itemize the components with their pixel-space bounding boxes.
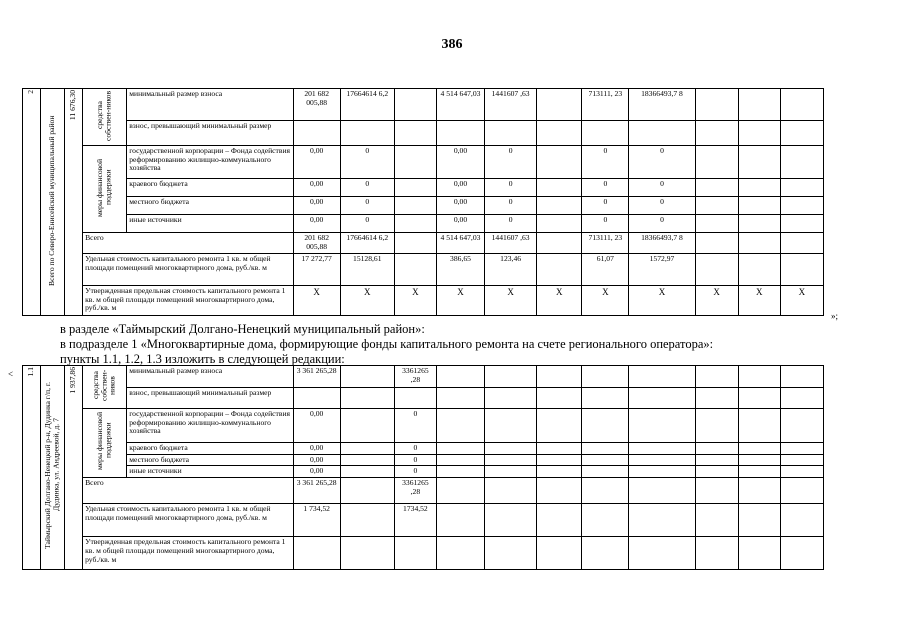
table-cell: 0 (394, 443, 436, 455)
table-cell (738, 233, 780, 254)
table-cell (780, 409, 823, 443)
table-cell (738, 146, 780, 179)
table-cell: X (629, 286, 695, 316)
row-number-cell (23, 366, 41, 570)
table-cell: 0,00 (293, 443, 340, 455)
row-label: местного бюджета (127, 454, 293, 466)
table-cell: 0 (582, 146, 629, 179)
row-label: краевого бюджета (127, 443, 293, 455)
table-cell (293, 537, 340, 570)
table-cell (537, 233, 582, 254)
table-cell (485, 121, 537, 146)
table-cell (695, 233, 738, 254)
table-cell: 1 734,52 (293, 504, 340, 537)
table-cell: X (695, 286, 738, 316)
table-cell (582, 504, 629, 537)
table-cell (436, 409, 484, 443)
table-cell (582, 388, 629, 409)
table-cell (629, 388, 695, 409)
row-label: иные источники (127, 466, 293, 478)
table-cell (485, 504, 537, 537)
table-cell (436, 454, 484, 466)
table-cell (695, 179, 738, 197)
row-label: взнос, превышающий минимальный размер (127, 388, 293, 409)
table-cell: 1441607 ,63 (485, 233, 537, 254)
total-area: 1 937,86 (68, 367, 78, 394)
table-cell: 0 (394, 454, 436, 466)
row-label: минимальный размер взноса (127, 366, 293, 388)
table-cell (582, 443, 629, 455)
table-row (23, 466, 824, 478)
table-cell (537, 388, 582, 409)
table-cell (738, 366, 780, 388)
table-cell (582, 478, 629, 504)
table-cell (394, 233, 436, 254)
table-cell: 0 (394, 409, 436, 443)
table-row (23, 443, 824, 455)
district-name-cell (41, 89, 65, 316)
table-cell (485, 466, 537, 478)
table-cell (780, 254, 823, 286)
table-cell (340, 478, 394, 504)
house-address: Таймырский Долгано-Ненецкий р-н, Дудинка г/п, г. Дудинка, ул. Андреевой, д. 7 (43, 381, 61, 549)
table-cell (780, 388, 823, 409)
row-label: государственной корпорации – Фонда содействия реформированию жилищно-коммунального хозяйства (127, 409, 293, 443)
table-cell: 17664614 6,2 (340, 89, 394, 121)
table-cell: 0 (629, 197, 695, 215)
table-cell (293, 121, 340, 146)
table-cell (738, 254, 780, 286)
table-cell (780, 443, 823, 455)
table-cell: 0 (582, 215, 629, 233)
table-cell: X (485, 286, 537, 316)
table-cell (695, 197, 738, 215)
table-cell: 0 (629, 179, 695, 197)
total-area-cell (65, 89, 83, 316)
table-cell: 713111, 23 (582, 89, 629, 121)
group-financial-support-cell (83, 146, 127, 233)
table-cell (537, 366, 582, 388)
table-cell (537, 454, 582, 466)
table-row (23, 254, 824, 286)
row-label: Удельная стоимость капитального ремонта 1 кв. м общей площади помещений многоквартирного дома, руб./кв. м (83, 504, 294, 537)
table-row (23, 146, 824, 179)
amendment-line-1: в разделе «Таймырский Долгано-Ненецкий муниципальный район»: (60, 322, 425, 336)
table-cell: 15128,61 (340, 254, 394, 286)
group-owners-funds-cell (83, 366, 127, 409)
table-cell (537, 443, 582, 455)
table-cell: 0,00 (436, 197, 484, 215)
table-cell (436, 366, 484, 388)
table-cell (485, 454, 537, 466)
table-cell (629, 443, 695, 455)
amendment-line-2: в подразделе 1 «Многоквартирные дома, формирующие фонды капитального ремонта на счете регионального оператора»: (60, 337, 714, 351)
table-cell: X (394, 286, 436, 316)
table-cell (738, 478, 780, 504)
table-cell (485, 443, 537, 455)
table-row (23, 537, 824, 570)
table-cell (340, 454, 394, 466)
table-cell (582, 366, 629, 388)
table-cell: 17664614 6,2 (340, 233, 394, 254)
table-cell (629, 121, 695, 146)
table-cell (695, 254, 738, 286)
table-cell (738, 197, 780, 215)
table-cell (695, 215, 738, 233)
table-cell (582, 409, 629, 443)
row-label: Утвержденная предельная стоимость капитального ремонта 1 кв. м общей площади помещений многоквартирного дома, руб./кв. м (83, 286, 294, 316)
row-label: Всего (83, 478, 294, 504)
table-cell (340, 537, 394, 570)
table-cell (394, 146, 436, 179)
row-label: местного бюджета (127, 197, 293, 215)
table-cell (629, 537, 695, 570)
table-cell (394, 388, 436, 409)
table-cell (695, 388, 738, 409)
table-cell: 123,46 (485, 254, 537, 286)
table-cell: 0 (485, 215, 537, 233)
table-cell (629, 409, 695, 443)
table-cell (695, 504, 738, 537)
table-cell: 1441607 ,63 (485, 89, 537, 121)
table-cell: 0 (629, 215, 695, 233)
table-cell: 3361265 ,28 (394, 366, 436, 388)
table-cell (695, 443, 738, 455)
row-label: Всего (83, 233, 294, 254)
table-cell (629, 454, 695, 466)
table-cell (537, 89, 582, 121)
table-row (23, 478, 824, 504)
page-number: 386 (441, 37, 463, 52)
table-cell: X (340, 286, 394, 316)
table-north-yenisei (22, 88, 824, 316)
amendment-line-3: пункты 1.1, 1.2, 1.3 изложить в следующей редакции: (60, 352, 345, 366)
table-cell (780, 366, 823, 388)
row-number: 1.1 (26, 367, 36, 377)
row-label: государственной корпорации – Фонда содействия реформированию жилищно-коммунального хозяйства (127, 146, 293, 179)
table-row (23, 233, 824, 254)
table-row (23, 89, 824, 121)
group-financial-support: меры финансовой поддержки (95, 158, 113, 217)
table-cell: 0,00 (436, 179, 484, 197)
table-cell (738, 409, 780, 443)
table-cell (780, 179, 823, 197)
table-cell: 4 514 647,03 (436, 89, 484, 121)
table-cell: 0 (340, 146, 394, 179)
table-cell: 4 514 647,03 (436, 233, 484, 254)
table-cell (340, 121, 394, 146)
table-cell (780, 504, 823, 537)
table-cell (537, 537, 582, 570)
table-cell: 0 (485, 197, 537, 215)
table-cell: 3361265 ,28 (394, 478, 436, 504)
table-row (23, 215, 824, 233)
table-cell (695, 89, 738, 121)
table-cell: X (436, 286, 484, 316)
table-cell (780, 537, 823, 570)
table-cell: 0,00 (436, 146, 484, 179)
table-cell (436, 478, 484, 504)
table-cell: 3 361 265,28 (293, 478, 340, 504)
group-owners-funds-cell (83, 89, 127, 146)
table-cell: 0 (485, 179, 537, 197)
group-financial-support: меры финансовой поддержки (95, 411, 113, 470)
table-cell (436, 388, 484, 409)
margin-mark: < (8, 369, 14, 379)
table-cell: 0,00 (293, 215, 340, 233)
table-cell (780, 215, 823, 233)
table-cell (436, 443, 484, 455)
table-cell (582, 466, 629, 478)
table-cell (738, 179, 780, 197)
table-cell (537, 179, 582, 197)
table-row (23, 366, 824, 388)
group-owners-funds: средства собствен-ников (95, 90, 113, 141)
table-cell (780, 89, 823, 121)
table-row (23, 409, 824, 443)
table-cell (485, 366, 537, 388)
table-cell (394, 89, 436, 121)
table-cell (485, 478, 537, 504)
table-row (23, 454, 824, 466)
row-label: Утвержденная предельная стоимость капитального ремонта 1 кв. м общей площади помещений многоквартирного дома, руб./кв. м (83, 537, 294, 570)
row-number: 2 (26, 90, 36, 94)
table-cell (738, 504, 780, 537)
table-cell (537, 121, 582, 146)
table-cell (340, 409, 394, 443)
table-cell (695, 454, 738, 466)
table-cell (485, 537, 537, 570)
table-cell (695, 466, 738, 478)
row-label: Удельная стоимость капитального ремонта 1 кв. м общей площади помещений многоквартирного дома, руб./кв. м (83, 254, 294, 286)
table-cell (582, 454, 629, 466)
table-cell: 0 (582, 179, 629, 197)
table-cell: 1572,97 (629, 254, 695, 286)
table-cell (394, 179, 436, 197)
table-cell (340, 388, 394, 409)
table-cell: 18366493,7 8 (629, 233, 695, 254)
table-cell (582, 121, 629, 146)
table-row (23, 179, 824, 197)
table-row (23, 388, 824, 409)
table-cell: 18366493,7 8 (629, 89, 695, 121)
table-cell: 17 272,77 (293, 254, 340, 286)
table-cell: 0 (582, 197, 629, 215)
row-label: минимальный размер взноса (127, 89, 293, 121)
table-cell: 0 (340, 197, 394, 215)
table-row (23, 504, 824, 537)
table-cell (436, 466, 484, 478)
table-cell: 0,00 (293, 179, 340, 197)
table-cell (537, 504, 582, 537)
table-cell: 1734,52 (394, 504, 436, 537)
table-cell (695, 146, 738, 179)
table-cell (340, 443, 394, 455)
total-area-cell (65, 366, 83, 570)
table-cell (780, 121, 823, 146)
table-cell (738, 454, 780, 466)
table-cell (695, 366, 738, 388)
table-row (23, 286, 824, 316)
table-cell (780, 146, 823, 179)
table-row (23, 121, 824, 146)
house-address-cell (41, 366, 65, 570)
table-cell (780, 197, 823, 215)
table-cell: 0,00 (293, 409, 340, 443)
table-cell: X (537, 286, 582, 316)
table-cell (780, 478, 823, 504)
table-cell: 0,00 (293, 466, 340, 478)
table-cell (394, 254, 436, 286)
table-cell (537, 215, 582, 233)
table-cell (629, 478, 695, 504)
table-cell (436, 537, 484, 570)
table-cell (695, 478, 738, 504)
table-cell: 0 (394, 466, 436, 478)
table-cell (485, 388, 537, 409)
table-cell (780, 454, 823, 466)
table-cell (537, 146, 582, 179)
table-cell (738, 215, 780, 233)
table-cell (738, 121, 780, 146)
table-cell (695, 121, 738, 146)
table-cell (780, 233, 823, 254)
table-cell: 0,00 (293, 197, 340, 215)
table-dudinka (22, 365, 824, 570)
table-cell (537, 409, 582, 443)
table-cell (340, 366, 394, 388)
group-financial-support-cell (83, 409, 127, 478)
district-name: Всего по Северо-Енисейский муниципальный район (47, 115, 57, 286)
table-cell (436, 121, 484, 146)
table-cell (394, 121, 436, 146)
table-cell: 201 682 005,88 (293, 233, 340, 254)
group-owners-funds: средства собствен-ников (91, 369, 117, 402)
table-cell: 0,00 (436, 215, 484, 233)
table-cell (629, 504, 695, 537)
row-label: иные источники (127, 215, 293, 233)
table-cell (695, 409, 738, 443)
table-cell: X (582, 286, 629, 316)
table-end-mark: »; (831, 311, 839, 321)
table-cell (537, 466, 582, 478)
table-cell (537, 254, 582, 286)
table-cell: X (780, 286, 823, 316)
table-cell: 3 361 265,28 (293, 366, 340, 388)
table-cell (738, 388, 780, 409)
table-cell: 0 (629, 146, 695, 179)
table-cell (537, 478, 582, 504)
table-cell (695, 537, 738, 570)
table-cell (780, 466, 823, 478)
table-cell: 201 682 005,88 (293, 89, 340, 121)
table-cell: 0,00 (293, 454, 340, 466)
row-number-cell (23, 89, 41, 316)
table-cell (738, 443, 780, 455)
row-label: краевого бюджета (127, 179, 293, 197)
table-row (23, 197, 824, 215)
table-cell: 61,07 (582, 254, 629, 286)
table-cell: 0 (340, 179, 394, 197)
table-cell: X (738, 286, 780, 316)
table-cell (394, 215, 436, 233)
table-cell: 0 (340, 215, 394, 233)
table-cell (537, 197, 582, 215)
table-cell: 0,00 (293, 146, 340, 179)
table-cell: X (293, 286, 340, 316)
table-cell (394, 537, 436, 570)
table-cell (738, 537, 780, 570)
row-label: взнос, превышающий минимальный размер (127, 121, 293, 146)
table-cell (629, 466, 695, 478)
table-cell: 713111, 23 (582, 233, 629, 254)
table-cell (738, 89, 780, 121)
table-cell (340, 504, 394, 537)
table-cell: 386,65 (436, 254, 484, 286)
table-cell (485, 409, 537, 443)
table-cell (629, 366, 695, 388)
table-cell: 0 (485, 146, 537, 179)
table-cell (394, 197, 436, 215)
table-cell (340, 466, 394, 478)
table-cell (436, 504, 484, 537)
total-area: 11 676,30 (68, 90, 78, 121)
table-cell (582, 537, 629, 570)
table-cell (293, 388, 340, 409)
table-cell (738, 466, 780, 478)
